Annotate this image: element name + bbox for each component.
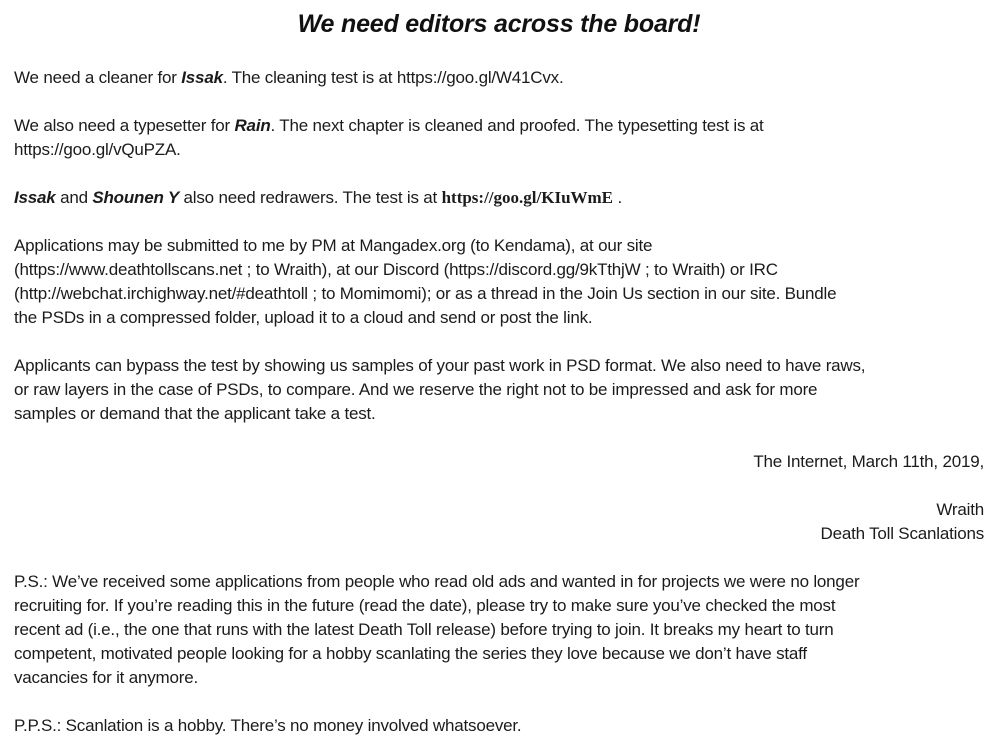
- text-line: P.P.S.: Scanlation is a hobby. There’s no money involved whatsoever.: [14, 716, 522, 735]
- text-segment: We need a cleaner for: [14, 68, 182, 87]
- paragraph-ps: [14, 570, 984, 690]
- text-segment: . The cleaning test is at https://goo.gl/W41Cvx.: [222, 68, 564, 87]
- date-text: The Internet, March 11th, 2019,: [753, 452, 984, 471]
- signature-block: [14, 498, 984, 546]
- text-line: [14, 186, 984, 210]
- series-name-shounen-y: Shounen Y: [92, 188, 180, 207]
- text-line: Applications may be submitted to me by PM at Mangadex.org (to Kendama), at our site: [14, 236, 653, 255]
- text-segment: also need redrawers. The test is at: [179, 188, 442, 207]
- paragraph-typesetter: [14, 114, 984, 162]
- text-line: vacancies for it anymore.: [14, 668, 198, 687]
- paragraph-bypass: [14, 354, 984, 426]
- text-segment: .: [613, 188, 623, 207]
- paragraph-cleaner: [14, 66, 984, 90]
- paragraph-applications: [14, 234, 984, 330]
- text-line: [14, 66, 984, 90]
- text-line: or raw layers in the case of PSDs, to compare. And we reserve the right not to be impressed and ask for more: [14, 380, 818, 399]
- text-segment: and: [55, 188, 93, 207]
- text-line: Applicants can bypass the test by showing us samples of your past work in PSD format. We also need to have raws,: [14, 356, 866, 375]
- text-line: P.S.: We’ve received some applications from people who read old ads and wanted in for projects we were no longer: [14, 572, 860, 591]
- text-segment: . The next chapter is cleaned and proofed. The typesetting test is at: [270, 116, 764, 135]
- paragraph-pps: [14, 714, 984, 738]
- text-line: recent ad (i.e., the one that runs with the latest Death Toll release) before trying to join. It breaks my heart to turn: [14, 620, 834, 639]
- text-line: recruiting for. If you’re reading this in the future (read the date), please try to make sure you’ve checked the most: [14, 596, 836, 615]
- series-name-rain: Rain: [234, 116, 271, 135]
- series-name-issak: Issak: [181, 68, 223, 87]
- signature-group: Death Toll Scanlations: [820, 524, 984, 543]
- text-line: competent, motivated people looking for a hobby scanlating the series they love because we don’t have staff: [14, 644, 807, 663]
- text-line: https://goo.gl/vQuPZA.: [14, 140, 181, 159]
- signature-name: Wraith: [936, 500, 984, 519]
- text-line: samples or demand that the applicant take a test.: [14, 404, 376, 423]
- url-text: https://goo.gl/KIuWmE: [441, 188, 614, 207]
- text-line: (https://www.deathtollscans.net ; to Wraith), at our Discord (https://discord.gg/9kTthjW ; to Wraith) or IRC: [14, 260, 778, 279]
- text-line: [14, 114, 984, 138]
- text-segment: We also need a typesetter for: [14, 116, 235, 135]
- text-line: the PSDs in a compressed folder, upload it to a cloud and send or post the link.: [14, 308, 593, 327]
- series-name-issak: Issak: [14, 188, 56, 207]
- dateline: [14, 450, 984, 474]
- text-line: (http://webchat.irchighway.net/#deathtoll ; to Momimomi); or as a thread in the Join Us section in our site. Bundle: [14, 284, 837, 303]
- paragraph-redrawers: [14, 186, 984, 210]
- page-title: We need editors across the board!: [297, 10, 701, 38]
